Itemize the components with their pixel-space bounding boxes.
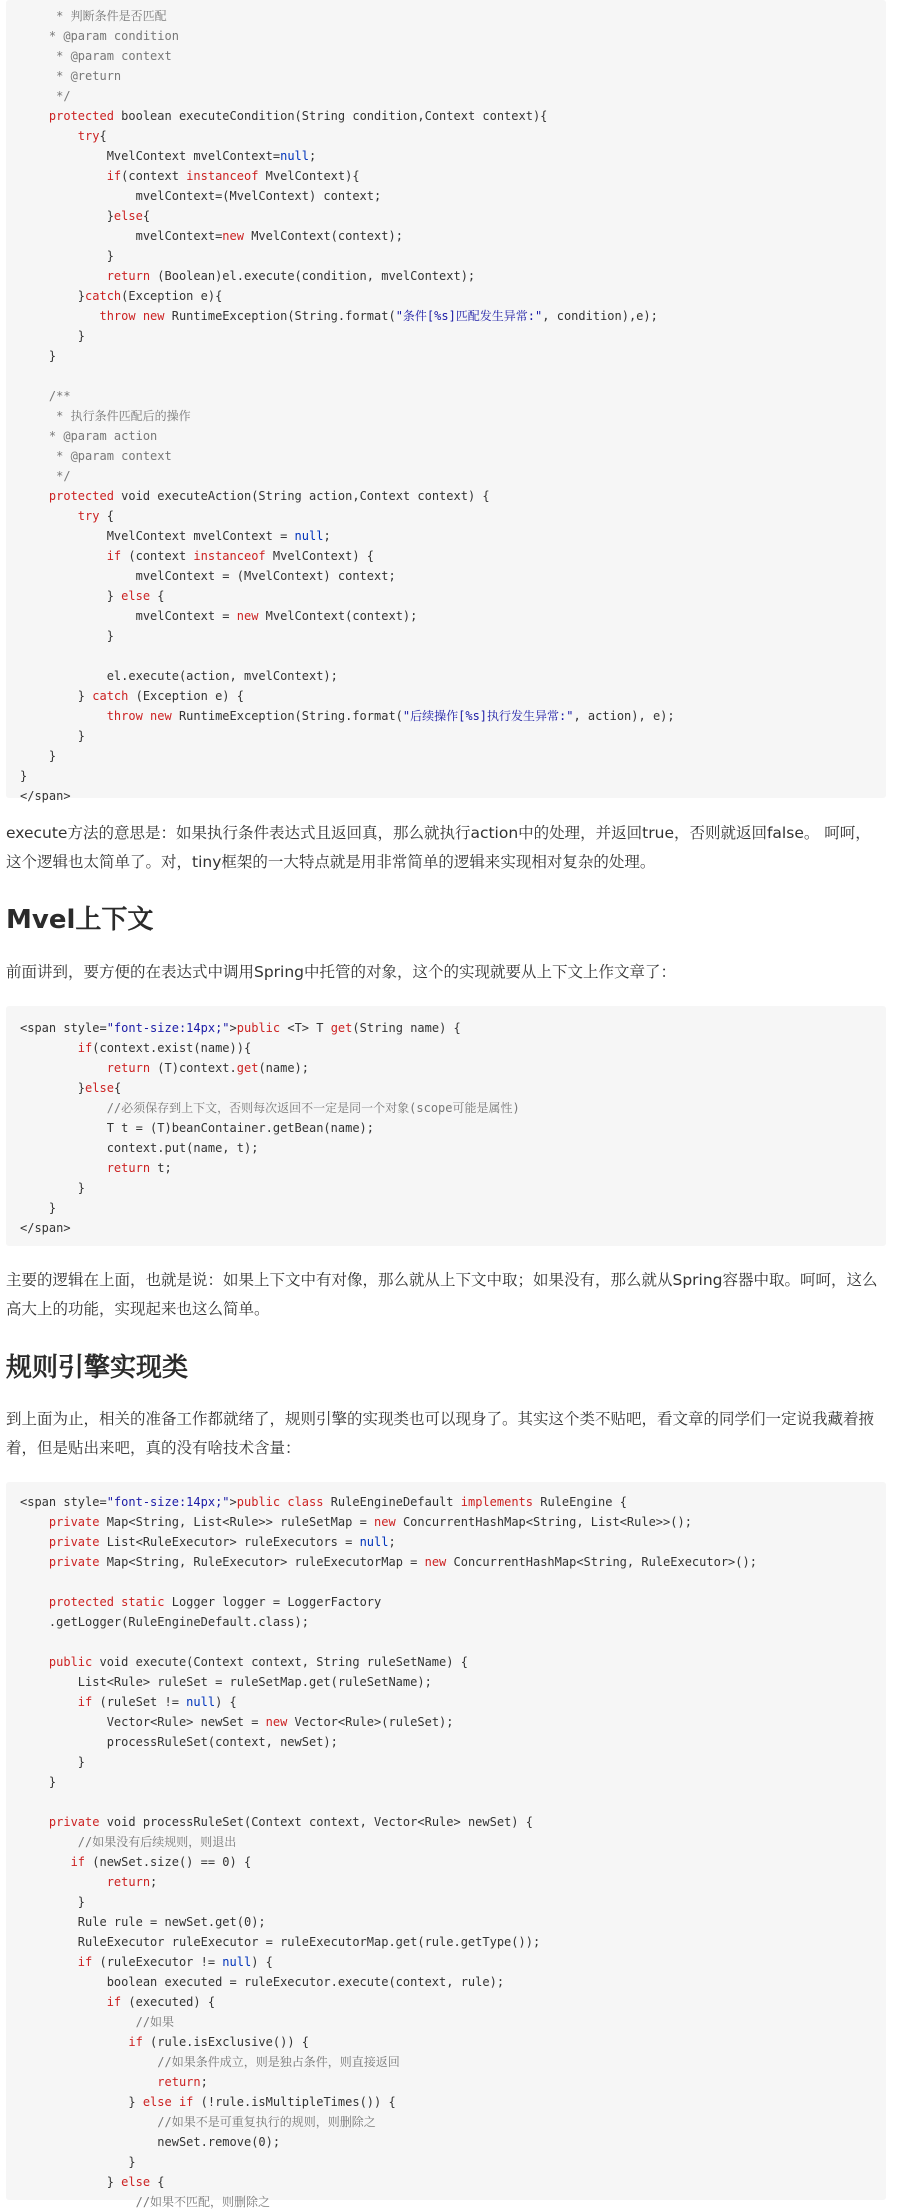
code-token: } [20,769,28,783]
code-line [20,1098,520,1118]
code-line [20,2152,136,2172]
code-token: return [20,1061,151,1075]
code-token: new [236,609,259,623]
code-token: } [20,749,57,763]
code-token: (String name) { [352,1021,461,1035]
code-token: private [20,1515,100,1529]
code-token: (ruleSet != [92,1695,187,1709]
code-token: > [229,1495,237,1509]
code-token: boolean executeCondition(String condition,Context context){ [121,109,548,123]
code-token: new [374,1515,396,1529]
code-token: { [142,209,151,223]
code-token: try [20,509,100,523]
code-token: Map<String, RuleExecutor> ruleExecutorMap = [99,1555,425,1569]
code-token: public [236,1021,281,1035]
code-token: ; [309,149,317,163]
code-token: new [222,229,244,243]
code-line [20,426,157,446]
code-token: "font-size:14px;" [106,1021,230,1035]
code-line [20,106,547,126]
code-token: protected static [20,1595,165,1609]
code-line [20,686,244,706]
code-line [20,726,85,746]
code-line [20,346,56,366]
code-line [20,1732,338,1752]
code-token: MvelContext(context); [243,229,403,243]
code-line [20,206,150,226]
code-token: /** [20,389,71,403]
code-line [20,1872,157,1892]
code-token: } [20,689,93,703]
code-token: RuntimeException(String.format( [171,709,403,723]
code-line [20,1772,56,1792]
code-token: ; [388,1535,396,1549]
code-token: null [280,149,309,163]
code-token: } [20,349,57,363]
code-token: protected [20,109,122,123]
code-token: (rule.isExclusive()) { [142,2035,309,2049]
code-token: } [20,1775,57,1789]
code-token: * @param context [20,49,172,63]
code-line [20,246,114,266]
code-token: MvelContext mvelContext = [20,529,295,543]
code-token: public [20,1655,93,1669]
code-token: { [99,509,114,523]
code-line [20,2052,400,2072]
code-line [20,2072,208,2092]
code-line [20,1692,237,1712]
code-token: } [20,729,86,743]
code-token: mvelContext= [20,229,223,243]
code-token: get [236,1061,259,1075]
code-token: "font-size:14px;" [106,1495,230,1509]
code-token: mvelContext=(MvelContext) context; [20,189,382,203]
code-token: //如果没有后续规则，则退出 [20,1835,237,1849]
code-token: else [121,589,151,603]
code-token: (newSet.size() == 0) { [85,1855,252,1869]
code-token: instanceof [186,169,259,183]
code-line [20,1178,85,1198]
code-line [20,1158,172,1178]
code-token: .getLogger(RuleEngineDefault.class); [20,1615,309,1629]
code-token: } [20,2095,143,2109]
code-token: (ruleExecutor != [92,1955,223,1969]
code-line [20,266,475,286]
code-token: RuleExecutor ruleExecutor = ruleExecutorMap.get(rule.getType()); [20,1935,541,1949]
code-token: RuntimeException(String.format( [164,309,396,323]
code-token: mvelContext = (MvelContext) context; [20,569,396,583]
code-token: return [20,269,151,283]
code-token: if [20,1695,93,1709]
code-line [20,1612,309,1632]
code-line [20,1038,251,1058]
code-token: MvelContext) { [265,549,375,563]
code-block-mvel-get [6,1006,886,1246]
code-line [20,386,71,406]
code-token: } [20,1895,86,1909]
code-line [20,1552,757,1572]
code-token: newSet.remove(0); [20,2135,281,2149]
code-token: } [20,1755,86,1769]
code-token: else [113,209,143,223]
code-token: ConcurrentHashMap<String, List<Rule>>(); [395,1515,692,1529]
code-token: } [20,1201,57,1215]
code-line [20,1532,396,1552]
code-token: , condition),e); [542,309,658,323]
code-token: if [20,1855,86,1869]
code-line [20,2012,174,2032]
code-token: * @param condition [20,29,179,43]
code-token: return [20,1875,151,1889]
code-line [20,1932,540,1952]
code-token: Rule rule = newSet.get(0); [20,1915,266,1929]
code-line [20,606,417,626]
code-token: * @param action [20,429,158,443]
code-token: else [85,1081,114,1095]
code-token: <span style= [20,1495,107,1509]
code-line [20,786,71,806]
code-token: Vector<Rule>(ruleSet); [287,1715,454,1729]
code-token: MvelContext(context); [258,609,418,623]
code-token: */ [20,469,71,483]
code-token: (executed) { [121,1995,216,2009]
code-line [20,1972,504,1992]
code-token: * @param context [20,449,172,463]
code-token: (context [121,549,194,563]
code-token: ) { [251,1955,273,1969]
code-line [20,1138,258,1158]
code-line [20,546,374,566]
code-token: try [20,129,100,143]
code-line [20,226,403,246]
paragraph-execute-explanation: execute方法的意思是：如果执行条件表达式且返回真，那么就执行action中的处理，并返回true，否则就返回false。 呵呵，这个逻辑也太简单了。对，tiny框架的一大特点就是用非常简单的逻辑来实现相对复杂的处理。 [6,824,871,871]
code-token: <T> T [280,1021,331,1035]
code-token: else [121,2175,151,2189]
code-token: { [99,129,107,143]
code-line [20,2192,270,2212]
code-line [20,1752,85,1772]
code-token: </span> [20,1221,71,1235]
code-line [20,1912,266,1932]
code-line [20,706,675,726]
code-token: (context [121,169,187,183]
code-token: <span style= [20,1021,107,1035]
code-token: (name); [258,1061,310,1075]
code-line [20,166,360,186]
code-token: throw new [20,709,172,723]
code-token: "后续操作[%s]执行发生异常:" [402,709,574,723]
code-token: RuleEngineDefault [323,1495,461,1509]
code-token: } [20,2155,136,2169]
heading-rule-engine-impl: 规则引擎实现类 [6,1353,189,1383]
code-line [20,286,222,306]
code-token: ; [200,2075,208,2089]
code-token: * 判断条件是否匹配 [20,9,167,23]
code-line [20,2172,165,2192]
code-token: Logger logger = LoggerFactory [164,1595,382,1609]
code-token: protected [20,489,122,503]
code-line [20,1832,236,1852]
code-line [20,626,114,646]
code-token: new [265,1715,288,1729]
code-token: t; [150,1161,172,1175]
code-token: > [229,1021,237,1035]
code-token: } [20,589,122,603]
code-token: ConcurrentHashMap<String, RuleExecutor>(); [446,1555,757,1569]
code-token: catch [92,689,129,703]
code-token: implements [460,1495,533,1509]
code-token: void processRuleSet(Context context, Vector<Rule> newSet) { [99,1815,533,1829]
code-line [20,766,27,786]
code-token: Map<String, List<Rule>> ruleSetMap = [99,1515,375,1529]
code-token: context.put(name, t); [20,1141,259,1155]
code-line [20,1812,533,1832]
code-line [20,406,191,426]
code-token: if [20,2035,143,2049]
code-token: null [186,1695,216,1709]
code-token: if [20,1995,122,2009]
code-token: } [20,329,86,343]
code-line [20,1198,56,1218]
heading-mvel-context: Mvel上下文 [6,905,154,935]
code-token: } [20,629,114,643]
code-token: null [359,1535,389,1549]
code-token: private [20,1815,100,1829]
code-line [20,1892,85,1912]
code-token: null [222,1955,252,1969]
code-line [20,146,316,166]
code-token: ; [150,1875,158,1889]
code-token: } [20,209,114,223]
code-line [20,66,121,86]
code-token: * 执行条件匹配后的操作 [20,409,191,423]
code-token: { [150,589,165,603]
code-token: "条件[%s]匹配发生异常:" [395,309,543,323]
code-block-rule-engine-default [6,1482,886,2209]
code-token: mvelContext = [20,609,237,623]
paragraph-rule-engine-intro: 到上面为止，相关的准备工作都就绪了，规则引擎的实现类也可以现身了。其实这个类不贴吧，看文章的同学们一定说我藏着掖着，但是贴出来吧，真的没有啥技术含量： [6,1410,875,1457]
code-token: } [20,1181,86,1195]
code-line [20,46,172,66]
code-token: if [20,549,122,563]
code-token: Vector<Rule> newSet = [20,1715,266,1729]
code-token: throw new [20,309,165,323]
code-token: } [20,1081,86,1095]
code-line [20,1018,461,1038]
code-block-execute-condition [6,0,886,803]
code-token: (context.exist(name)){ [92,1041,252,1055]
code-token: public class [236,1495,324,1509]
code-line [20,1058,309,1078]
code-line [20,1592,381,1612]
code-line [20,486,490,506]
code-token: } [20,2175,122,2189]
code-line [20,466,71,486]
code-line [20,1992,215,2012]
code-token: return [20,1161,151,1175]
paragraph-context-intro: 前面讲到，要方便的在表达式中调用Spring中托管的对象，这个的实现就要从上下文上作文章了： [6,963,677,981]
code-token: (Exception e){ [121,289,223,303]
code-token: instanceof [193,549,266,563]
code-line [20,2092,396,2112]
code-line [20,2032,309,2052]
code-token: //如果不是可重复执行的规则，则删除之 [20,2115,376,2129]
code-line [20,1652,468,1672]
code-line [20,1672,432,1692]
code-line [20,526,331,546]
code-line [20,446,172,466]
code-line [20,186,381,206]
code-line [20,1852,251,1872]
code-token: } [20,289,86,303]
code-line [20,1218,71,1238]
code-token: (T)context. [150,1061,237,1075]
code-line [20,2112,376,2132]
code-token: (Exception e) { [128,689,244,703]
code-token: return [20,2075,201,2089]
code-token: ) { [215,1695,237,1709]
code-token: private [20,1555,100,1569]
code-token: //如果不匹配，则删除之 [20,2195,271,2209]
code-token: List<Rule> ruleSet = ruleSetMap.get(ruleSetName); [20,1675,432,1689]
code-token: //必须保存到上下文，否则每次返回不一定是同一个对象(scope可能是属性) [20,1101,520,1115]
code-line [20,306,658,326]
code-line [20,26,179,46]
code-token: new [424,1555,447,1569]
code-token: RuleEngine { [533,1495,627,1509]
code-token: catch [85,289,122,303]
code-token: (!rule.isMultipleTimes()) { [193,2095,396,2109]
code-line [20,586,165,606]
code-line [20,746,56,766]
code-token: * @return [20,69,122,83]
code-line [20,2132,280,2152]
code-token: { [150,2175,165,2189]
code-token: //如果条件成立，则是独占条件，则直接返回 [20,2055,400,2069]
code-token: List<RuleExecutor> ruleExecutors = [99,1535,360,1549]
code-token: private [20,1535,100,1549]
code-token: if [20,1955,93,1969]
code-token: if [20,169,122,183]
code-line [20,326,85,346]
code-line [20,1952,273,1972]
code-token: boolean executed = ruleExecutor.execute(context, rule); [20,1975,505,1989]
code-line [20,666,338,686]
code-token: */ [20,89,71,103]
code-line [20,566,396,586]
code-token: MvelContext){ [258,169,360,183]
code-token: ; [323,529,331,543]
code-token: null [294,529,324,543]
code-line [20,506,114,526]
code-token: MvelContext mvelContext= [20,149,281,163]
code-token: else if [142,2095,194,2109]
code-token: el.execute(action, mvelContext); [20,669,338,683]
code-line [20,1712,454,1732]
code-line [20,1512,692,1532]
code-token: } [20,249,114,263]
code-token: processRuleSet(context, newSet); [20,1735,338,1749]
code-line [20,1118,374,1138]
code-line [20,1078,121,1098]
code-token: get [330,1021,353,1035]
code-token: void execute(Context context, String ruleSetName) { [92,1655,468,1669]
code-token: { [113,1081,122,1095]
code-token: , action), e); [573,709,675,723]
code-token: T t = (T)beanContainer.getBean(name); [20,1121,375,1135]
code-token: if [20,1041,93,1055]
code-token: (Boolean)el.execute(condition, mvelContext); [150,269,476,283]
code-line [20,86,71,106]
code-token: </span> [20,789,71,803]
code-line [20,6,167,26]
code-token: //如果 [20,2015,175,2029]
code-line [20,1492,627,1512]
code-line [20,126,107,146]
code-token: void executeAction(String action,Context context) { [121,489,490,503]
paragraph-context-logic: 主要的逻辑在上面，也就是说：如果上下文中有对像，那么就从上下文中取；如果没有，那么就从Spring容器中取。呵呵，这么高大上的功能，实现起来也这么简单。 [6,1271,878,1318]
